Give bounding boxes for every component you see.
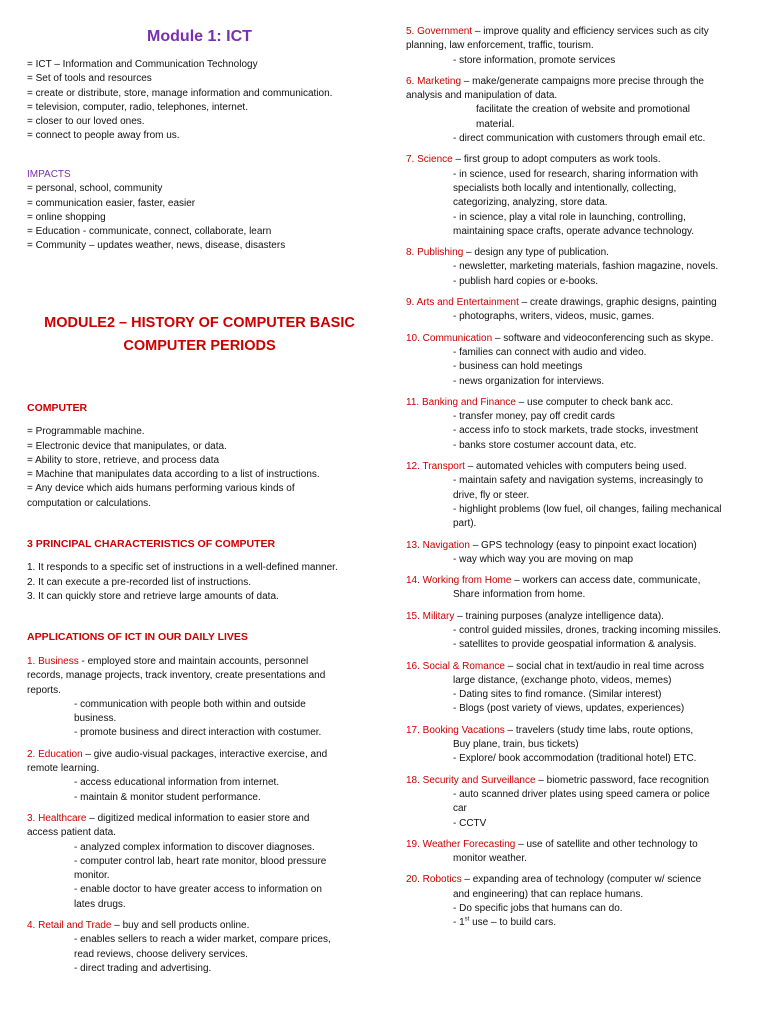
application-item — [406, 332, 746, 389]
computer-line: computation or calculations. — [27, 497, 151, 509]
application-sub-line: - families can connect with audio and video. — [453, 346, 647, 358]
application-first-line — [406, 574, 746, 588]
application-sub-line: - promote business and direct interaction with costumer. — [74, 727, 322, 739]
application-item — [406, 296, 746, 325]
application-sub-line: lates drugs. — [74, 898, 126, 910]
application-sub-line: - analyzed complex information to discover diagnoses. — [74, 841, 315, 853]
application-sub-line: - photographs, writers, videos, music, games. — [453, 311, 655, 323]
application-description: – software and videoconferencing such as skype. — [492, 332, 714, 344]
application-sub-line: - enable doctor to have greater access to information on — [74, 884, 322, 896]
application-first-line — [27, 812, 372, 826]
application-description: – automated vehicles with computers being used. — [464, 461, 687, 473]
application-description: – use computer to check bank acc. — [515, 396, 674, 408]
application-continued-line: records, manage projects, track inventory, create presentations and — [27, 670, 326, 682]
application-label: 6. Marketing — [406, 75, 462, 87]
def-line: = closer to our loved ones. — [27, 116, 145, 128]
computer-heading: COMPUTER — [27, 402, 88, 414]
module1-definition — [27, 58, 372, 144]
application-sub-line: - access info to stock markets, trade stocks, investment — [453, 425, 699, 437]
application-label: 12. Transport — [406, 461, 465, 473]
application-sub-line: - direct communication with customers through email etc. — [453, 133, 706, 145]
application-item — [406, 660, 746, 717]
application-label: 4. Retail and Trade — [27, 920, 112, 932]
def-line: = connect to people away from us. — [27, 130, 180, 142]
module2-title-line1: MODULE2 – HISTORY OF COMPUTER BASIC — [44, 315, 355, 331]
application-description: – use of satellite and other technology to — [515, 838, 698, 850]
application-label: 15. Military — [406, 610, 455, 622]
application-sub-line: - Do specific jobs that humans can do. — [453, 903, 623, 915]
module1-title: Module 1: ICT — [147, 28, 252, 45]
application-first-line — [406, 246, 746, 260]
impacts-heading: IMPACTS — [27, 169, 71, 180]
application-description: – improve quality and efficiency services such as city — [472, 26, 709, 37]
applications-heading: APPLICATIONS OF ICT IN OUR DAILY LIVES — [27, 631, 248, 643]
application-label: 1. Business — [27, 656, 79, 667]
application-sub-line: monitor. — [74, 870, 110, 882]
application-item — [406, 246, 746, 289]
application-sub-line: - auto scanned driver plates using speed camera or police — [453, 788, 710, 800]
application-first-line — [406, 75, 746, 89]
application-sub-line: material. — [476, 118, 515, 130]
application-first-line — [406, 724, 746, 738]
application-first-line — [27, 655, 372, 669]
application-first-line — [406, 332, 746, 346]
application-sub-line: - Explore/ book accommodation (traditional hotel) ETC. — [453, 753, 697, 765]
application-description: – digitized medical information to easier store and — [86, 812, 310, 824]
application-label: 14. Working from Home — [406, 575, 512, 587]
application-item — [406, 774, 746, 831]
application-sub-line: read reviews, choose delivery services. — [74, 948, 248, 960]
application-sub-line: Buy plane, train, bus tickets) — [453, 739, 579, 751]
application-sub-line: - control guided missiles, drones, tracking incoming missiles. — [453, 624, 721, 636]
application-label: 11. Banking and Finance — [406, 396, 516, 408]
application-label: 13. Navigation — [406, 539, 470, 551]
application-label: 9. Arts and Entertainment — [406, 297, 519, 309]
application-first-line — [406, 396, 746, 410]
application-description: – expanding area of technology (computer w/ science — [461, 874, 702, 886]
application-first-line — [406, 460, 746, 474]
application-first-line — [27, 748, 372, 762]
application-label: 10. Communication — [406, 332, 493, 344]
module2-title-line2: COMPUTER PERIODS — [123, 338, 276, 354]
applications-heading-block — [27, 630, 372, 644]
application-sub-line: - CCTV — [453, 817, 487, 829]
computer-line: = Programmable machine. — [27, 426, 145, 438]
impact-line: = Community – updates weather, news, disease, disasters — [27, 240, 286, 252]
application-item — [406, 153, 746, 239]
application-sub-line: - maintain & monitor student performance. — [74, 791, 261, 803]
application-sub-line — [406, 916, 746, 930]
application-continued-line: remote learning. — [27, 763, 100, 775]
application-sub-line: Share information from home. — [453, 589, 586, 601]
characteristic-line: 2. It can execute a pre-recorded list of instructions. — [27, 576, 251, 588]
application-sub-line: - Blogs (post variety of views, updates, experiences) — [453, 703, 685, 715]
application-continued-line: planning, law enforcement, traffic, tourism. — [406, 40, 594, 52]
application-sub-line: categorizing, analyzing, store data. — [453, 197, 608, 209]
application-sub-line: - business can hold meetings — [453, 361, 583, 373]
application-description: – training purposes (analyze intelligence data). — [454, 610, 664, 622]
application-description: – social chat in text/audio in real time across — [504, 660, 704, 672]
computer-line: = Any device which aids humans performing various kinds of — [27, 483, 295, 495]
application-first-line — [406, 838, 746, 852]
application-sub-line: car — [453, 803, 467, 815]
application-description: – GPS technology (easy to pinpoint exact location) — [469, 539, 697, 551]
application-description: – biometric password, face recognition — [535, 774, 709, 786]
application-sub-line: part). — [453, 518, 477, 530]
application-item — [406, 460, 746, 531]
characteristics-section — [27, 537, 372, 604]
application-first-line — [27, 919, 372, 933]
characteristic-line: 3. It can quickly store and retrieve large amounts of data. — [27, 590, 279, 602]
application-description: – first group to adopt computers as work tools. — [452, 154, 661, 166]
application-first-line — [406, 610, 746, 624]
application-sub-line: - newsletter, marketing materials, fashion magazine, novels. — [453, 261, 719, 273]
application-first-line — [406, 25, 746, 39]
application-sub-line: - banks store costumer account data, etc. — [453, 439, 637, 451]
application-sub-line: monitor weather. — [453, 853, 527, 865]
application-sub-line: drive, fly or steer. — [453, 489, 530, 501]
def-line: = television, computer, radio, telephones, internet. — [27, 101, 248, 113]
application-label: 8. Publishing — [406, 247, 464, 259]
application-sub-line: - direct trading and advertising. — [74, 962, 212, 974]
application-sub-line: - highlight problems (low fuel, oil changes, failing mechanical — [453, 503, 722, 515]
application-sub-line: - way which way you are moving on map — [453, 553, 634, 565]
application-item — [406, 75, 746, 146]
application-first-line — [406, 153, 746, 167]
application-sub-line: - communication with people both within and outside — [74, 698, 306, 710]
impact-line: = personal, school, community — [27, 183, 163, 195]
application-sub-line: - store information, promote services — [453, 54, 616, 66]
application-description: – design any type of publication. — [463, 247, 609, 259]
application-label: 19. Weather Forecasting — [406, 838, 516, 850]
application-sub-line: - maintain safety and navigation systems, increasingly to — [453, 475, 704, 487]
application-label: 7. Science — [406, 154, 453, 166]
application-item — [406, 724, 746, 767]
application-first-line — [406, 660, 746, 674]
applications-right-list — [406, 25, 746, 931]
application-item — [27, 919, 372, 976]
application-sub-line: specialists both locally and intentionally, collecting, — [453, 182, 677, 194]
computer-line: = Electronic device that manipulates, or data. — [27, 440, 227, 452]
application-label: 2. Education — [27, 748, 83, 760]
application-continued-line: access patient data. — [27, 827, 116, 839]
application-sub-line: - satellites to provide geospatial information & analysis. — [453, 639, 697, 651]
application-description: – workers can access date, communicate, — [511, 575, 701, 587]
application-label: 3. Healthcare — [27, 812, 87, 824]
application-description: – buy and sell products online. — [111, 920, 250, 932]
applications-left-list — [27, 655, 372, 976]
application-sub-line: - Dating sites to find romance. (Similar interest) — [453, 689, 662, 701]
computer-section — [27, 401, 372, 511]
application-item — [27, 812, 372, 912]
application-item — [406, 610, 746, 653]
application-description: – travelers (study time labs, route options, — [504, 724, 694, 736]
application-description: - employed store and maintain accounts, personnel — [78, 656, 309, 667]
application-label: 18. Security and Surveillance — [406, 774, 536, 786]
def-line: = ICT – Information and Communication Technology — [27, 59, 258, 70]
application-sub-line: business. — [74, 713, 117, 725]
application-first-line — [406, 774, 746, 788]
impact-line: = online shopping — [27, 211, 106, 223]
application-first-line — [406, 539, 746, 553]
application-description: – create drawings, graphic designs, painting — [518, 297, 717, 309]
application-sub-line: - transfer money, pay off credit cards — [453, 411, 615, 423]
application-sub-line: facilitate the creation of website and promotional — [476, 104, 691, 116]
application-sub-line: - computer control lab, heart rate monitor, blood pressure — [74, 855, 327, 867]
robotics-last-pre: - 1 — [453, 917, 465, 929]
application-description: – make/generate campaigns more precise through the — [461, 75, 704, 87]
application-continued-line: analysis and manipulation of data. — [406, 90, 558, 102]
application-item — [406, 873, 746, 930]
application-sub-line: - enables sellers to reach a wider market, compare prices, — [74, 934, 331, 946]
impacts-section — [27, 168, 372, 254]
application-sub-line: and engineering) that can replace humans. — [453, 888, 644, 900]
robotics-last-sup: st — [464, 917, 470, 923]
impact-line: = Education - communicate, connect, collaborate, learn — [27, 226, 272, 238]
def-line: = Set of tools and resources — [27, 73, 152, 85]
application-sub-line: large distance, (exchange photo, videos, memes) — [453, 674, 672, 686]
application-label: 5. Government — [406, 26, 473, 37]
application-item — [27, 655, 372, 741]
application-item — [406, 838, 746, 867]
robotics-last-post: use – to build cars. — [469, 917, 557, 929]
application-item — [406, 396, 746, 453]
application-sub-line: maintaining space crafts, operate advance technology. — [453, 225, 695, 237]
characteristic-line: 1. It responds to a specific set of instructions in a well-defined manner. — [27, 562, 338, 574]
characteristics-heading: 3 PRINCIPAL CHARACTERISTICS OF COMPUTER — [27, 538, 276, 550]
application-label: 20. Robotics — [406, 874, 462, 886]
application-item — [27, 748, 372, 805]
computer-line: = Machine that manipulates data according to a list of instructions. — [27, 469, 320, 481]
application-label: 16. Social & Romance — [406, 660, 505, 672]
application-sub-line: - publish hard copies or e-books. — [453, 275, 599, 287]
def-line: = create or distribute, store, manage information and communication. — [27, 87, 333, 99]
application-sub-line: - news organization for interviews. — [453, 375, 605, 387]
application-sub-line: - in science, used for research, sharing information with — [453, 168, 699, 180]
application-continued-line: reports. — [27, 684, 61, 696]
application-first-line — [406, 873, 746, 887]
computer-line: = Ability to store, retrieve, and process data — [27, 454, 220, 466]
application-label: 17. Booking Vacations — [406, 724, 505, 736]
application-sub-line: - access educational information from internet. — [74, 777, 280, 789]
application-item — [406, 25, 746, 68]
application-sub-line: - in science, play a vital role in launching, controlling, — [453, 211, 686, 223]
application-item — [406, 574, 746, 603]
impact-line: = communication easier, faster, easier — [27, 197, 196, 209]
application-first-line — [406, 296, 746, 310]
module2-title — [27, 312, 372, 358]
application-item — [406, 539, 746, 568]
application-description: – give audio-visual packages, interactive exercise, and — [82, 748, 328, 760]
